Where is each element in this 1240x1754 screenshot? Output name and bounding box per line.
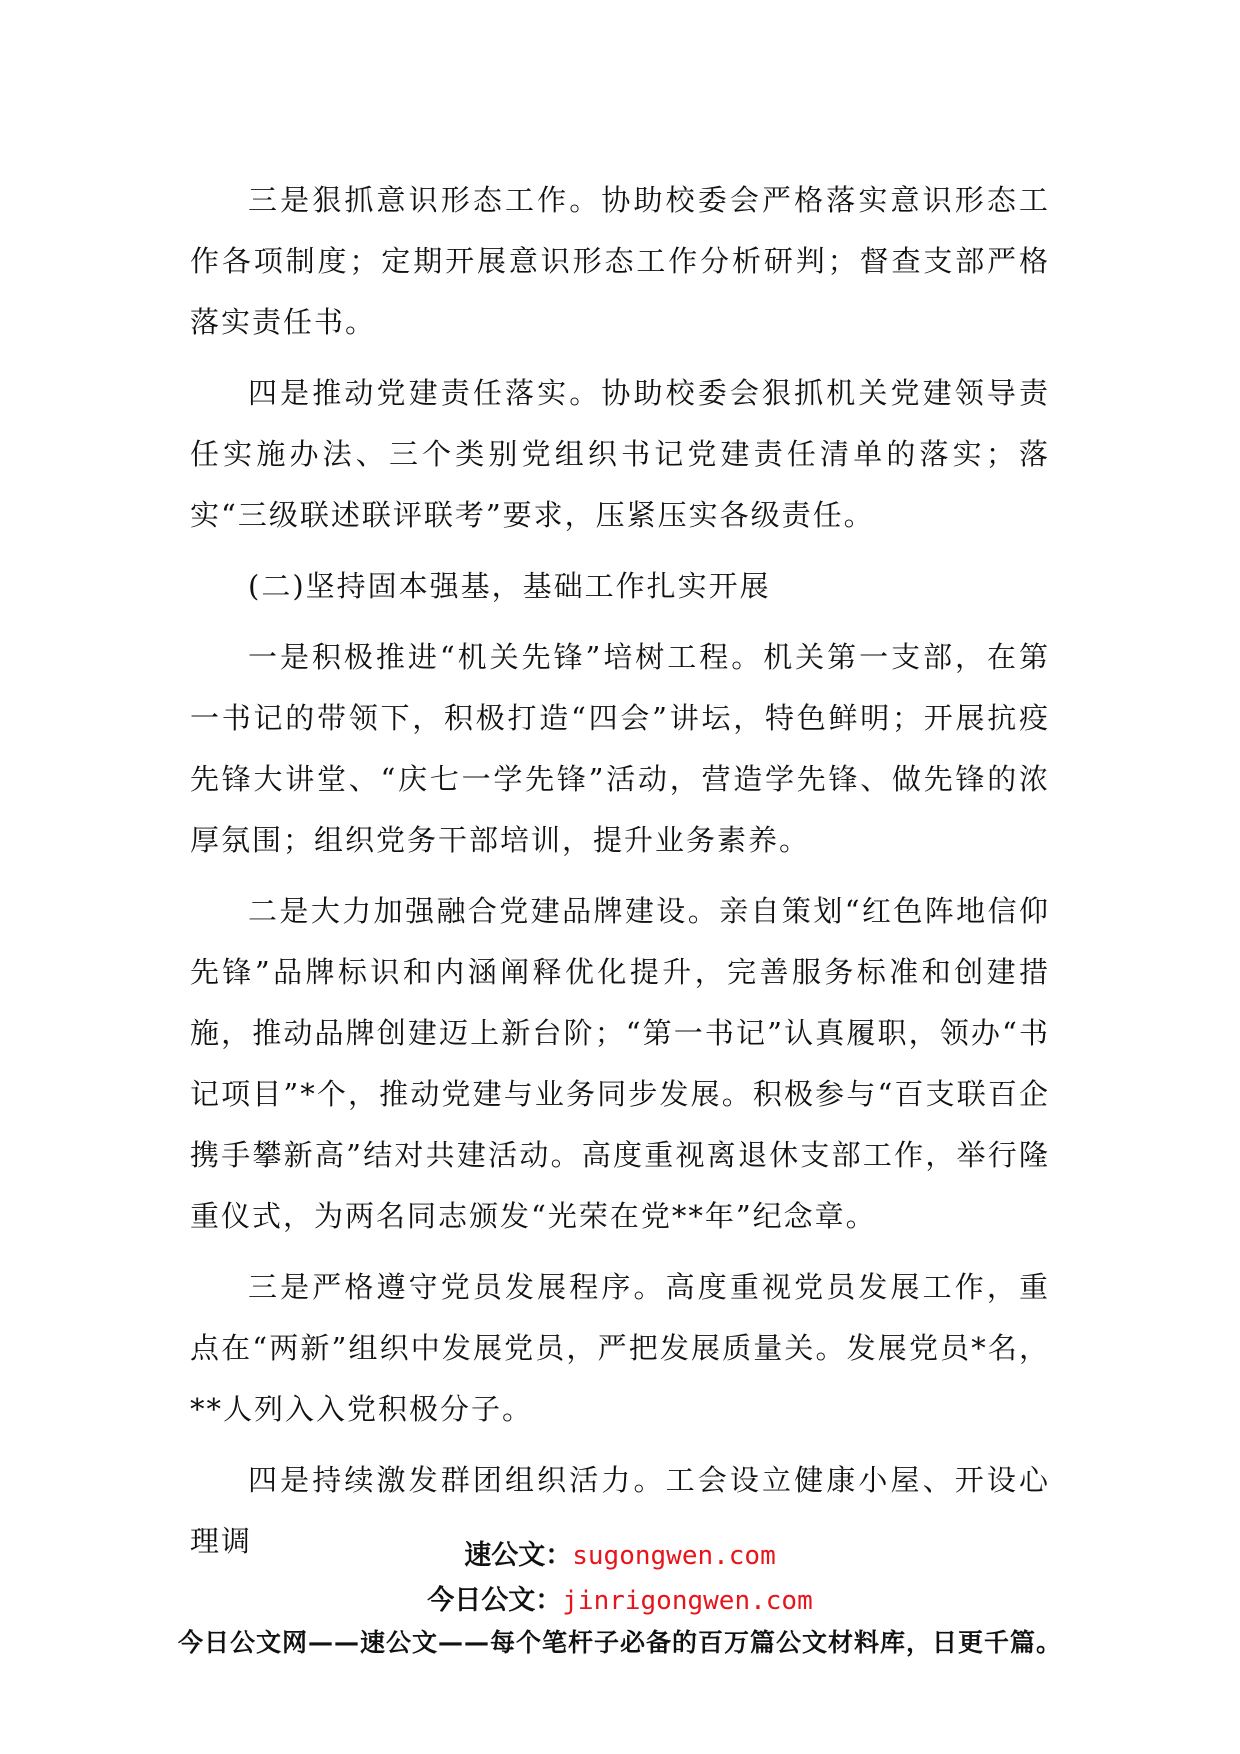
footer-jinrigongwen xyxy=(0,1578,1240,1617)
paragraph-mass-organization: 四是持续激发群团组织活力。工会设立健康小屋、开设心理调 xyxy=(190,1463,1050,1558)
footer-jinrigongwen-label: 今日公文： xyxy=(427,1585,563,1616)
footer-sugongwen-label: 速公文： xyxy=(464,1540,573,1571)
paragraph-pioneer-project: 一是积极推进“机关先锋”培树工程。机关第一支部，在第一书记的带领下，积极打造“四会”讲坛，特色鲜明；开展抗疫先锋大讲堂、“庆七一学先锋”活动，营造学先锋、做先锋的浓厚氛围；组织党务干部培训，提升业务素养。 xyxy=(190,640,1050,857)
footer-slogan: 今日公文网——速公文——每个笔杆子必备的百万篇公文材料库，日更千篇。 xyxy=(177,1628,1062,1657)
section-heading-foundation: (二)坚持固本强基，基础工作扎实开展 xyxy=(248,569,771,603)
footer-sugongwen xyxy=(0,1533,1240,1572)
paragraph-member-development: 三是严格遵守党员发展程序。高度重视党员发展工作，重点在“两新”组织中发展党员，严把发展质量关。发展党员*名，**人列入入党积极分子。 xyxy=(190,1270,1050,1426)
paragraph-brand-building: 二是大力加强融合党建品牌建设。亲自策划“红色阵地信仰先锋”品牌标识和内涵阐释优化提升，完善服务标准和创建措施，推动品牌创建迈上新台阶；“第一书记”认真履职，领办“书记项目”*个，推动党建与业务同步发展。积极参与“百支联百企携手攀新高”结对共建活动。高度重视离退休支部工作，举行隆重仪式，为两名同志颁发“光荣在党**年”纪念章。 xyxy=(190,894,1050,1233)
footer-sugongwen-link[interactable]: sugongwen.com xyxy=(572,1541,776,1571)
footer-jinrigongwen-link[interactable]: jinrigongwen.com xyxy=(562,1586,813,1616)
paragraph-ideology-work: 三是狠抓意识形态工作。协助校委会严格落实意识形态工作各项制度；定期开展意识形态工作分析研判；督查支部严格落实责任书。 xyxy=(190,183,1050,339)
document-body xyxy=(190,170,1050,1582)
paragraph-party-responsibility: 四是推动党建责任落实。协助校委会狠抓机关党建领导责任实施办法、三个类别党组织书记党建责任清单的落实；落实“三级联述联评联考”要求，压紧压实各级责任。 xyxy=(190,376,1050,532)
